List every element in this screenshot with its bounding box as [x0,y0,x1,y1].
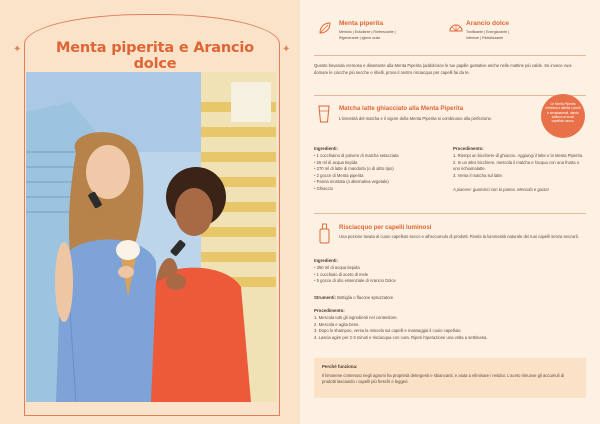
hero-photo [26,72,276,402]
oil-name: Arancio dolce [466,20,509,27]
tools-label: Strumenti: [314,295,336,300]
tip-badge: Le Menta Piperita rinfresca e allevia i pruriti e arrossamenti, dando sollievo al cuoio capelluto secco. [541,94,585,138]
list-item: 1. Riempi un bicchiere di ghiaccio. Aggiungi il latte e la Menta Piperita. [453,153,584,158]
list-item: 2. In un altro bicchiere, mescola il matcha e l'acqua con una frusta o uno schiumalatte. [453,159,580,171]
oil-tags: Tonificante | Energizzante | [466,30,510,34]
procedure-list [453,153,585,179]
recipe-title: Risciacquo per capelli luminosi [339,224,432,231]
recipe-subtitle: Una pozione lavata al cuoio capelluto secco e all'accumulo di prodotti. Rivela la luminosità naturale dei tuoi capelli senza seccarli. [339,234,579,239]
oil-name: Menta piperita [339,20,384,27]
recipe-subtitle: L'intensità del matcha e il vigore della Menta Piperita si combinano alla perfezione. [339,116,493,121]
divider [314,95,586,96]
list-item: 2. Mescola e agita bene. [314,321,360,327]
oil-tags: Rigenerante | Igiene orale [339,36,381,40]
procedure-label: Procedimento: [453,146,484,151]
ingredients-label: Ingredienti: [314,146,338,151]
recipe-title: Matcha latte ghiacciato alla Menta Piperita [339,105,464,112]
list-item: • 350 ml di acqua tiepida [314,265,514,272]
page-title: Menta piperita e Arancio dolce [56,40,254,72]
intro-text: Questo bevanda cremosa e dissetante alla Menta Piperita (addolcisce le tue papille gustative anche nelle mattine più calde. Se invece vuoi domare le ciocche più secche e ribelli, prova il nostro risciacquo per capelli fai da te. [314,63,572,75]
list-item: • 55 ml di acqua tiepida [314,160,444,167]
ingredients-label: Ingredienti: [314,258,338,263]
list-item: • 270 ml di latte di mandorla (o di altro tipo) [314,166,444,173]
ingredient-list [314,265,514,285]
list-item: • 2 gocce di Menta piperita [314,173,444,180]
list-item: • 1 cucchiaino di polvere di matcha setacciata [314,153,444,160]
recipe-finish: A piacere: guarnisci con la panna. Mescola e gusta! [453,187,549,192]
list-item: 3. Dopo lo shampoo, versa la miscela sui capelli e massaggia il cuoio capelluto. [314,328,462,333]
why-it-works-box [314,358,586,398]
list-item: • Ghiaccio [314,186,444,193]
note-text: Il limonene contenuto negli agrumi ha proprietà detergenti e sbiancanti, e aiuta a eliminare i residui. L'aceto rimuove gli accumuli di prodotti lasciando i capelli più freschi e leggeri. [322,372,564,385]
sparkle-icon: ✦ [282,44,291,55]
orange-slice-icon [449,21,463,35]
tools-line [314,295,393,302]
list-item: 3. Versa il matcha sul latte. [453,172,504,178]
list-item: • Panna montata (o alternativa vegetale) [314,179,444,186]
procedure-label: Procedimento: [314,308,345,313]
sparkle-icon: ✦ [13,44,22,55]
oil-tags: Inferiore | Rivitalizzante [466,36,504,40]
glass-icon [318,104,330,124]
spray-bottle-icon [319,222,330,244]
list-item: • 1 cucchiaio di aceto di mele [314,272,514,279]
oil-tags: Mentolo | Esfoliante | Rinfrescante | [339,30,396,34]
list-item: 4. Lascia agire per 2-3 minuti e risciacqua con cura. Ripeti l'operazione una volta a settimana. [314,334,488,340]
divider [314,55,586,56]
mint-leaf-icon [318,21,332,35]
list-item: 1. Mescola tutti gli ingredienti nel contenitore. [314,315,398,320]
tools-value: Bottiglia o flacone spruzzatore [337,295,394,300]
list-item: • 5 gocce di olio essenziale di Arancio Dolce [314,278,514,285]
note-label: Perché funziona: [322,364,358,369]
divider [314,213,586,214]
ingredient-list [314,153,444,192]
procedure-list [314,315,584,341]
